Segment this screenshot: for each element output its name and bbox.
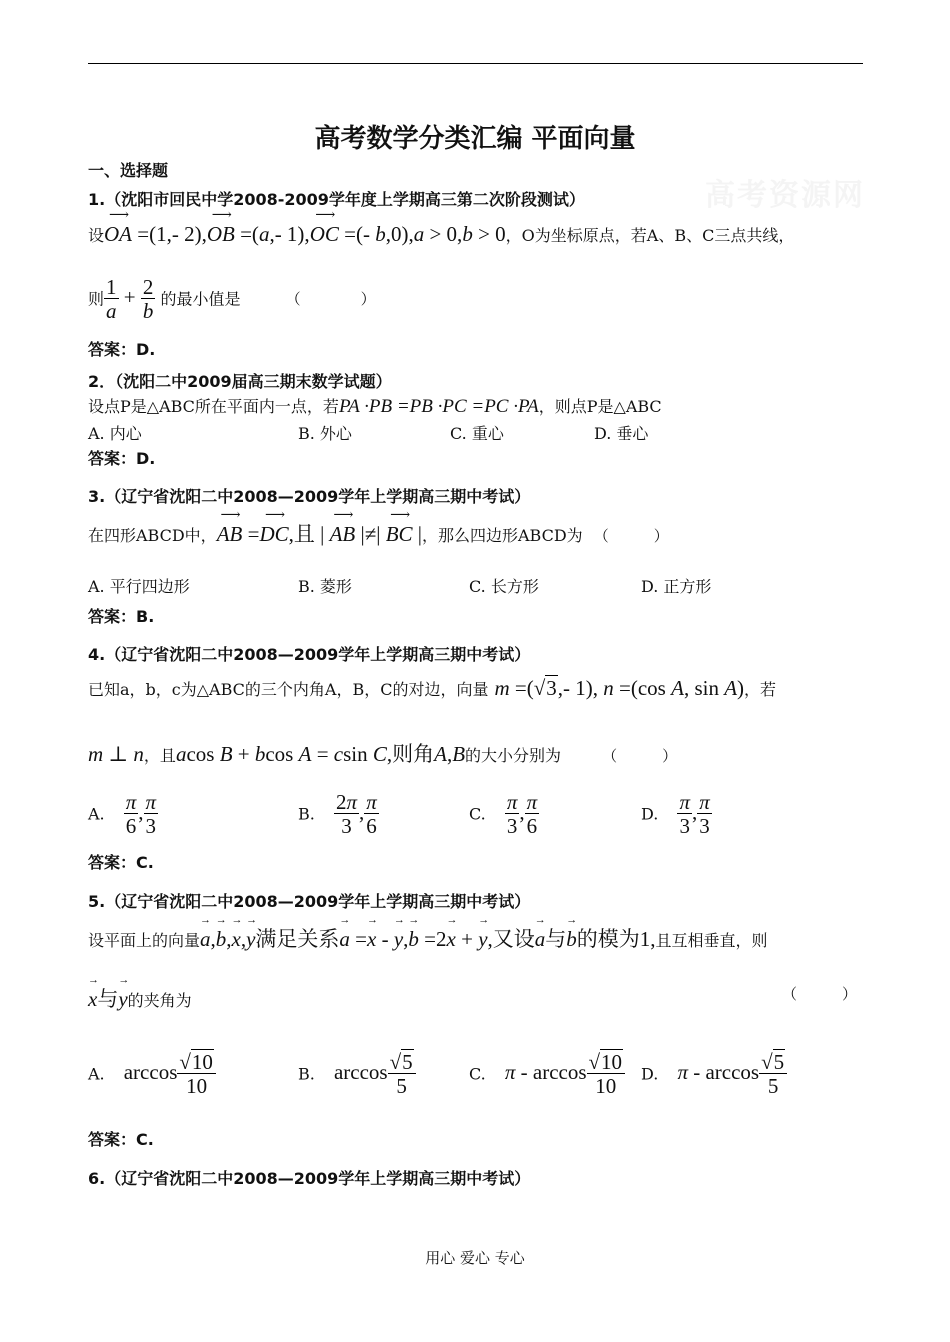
q1-line2: [88, 277, 376, 322]
q5-answer: 答案：C.: [88, 1130, 154, 1149]
page-title: 高考数学分类汇编 平面向量: [314, 124, 636, 154]
q2-option-b: B. 外心: [298, 424, 352, 443]
q3-option-c: C. 长方形: [469, 577, 539, 596]
q3-formula: ⟶ AB =⟶ DC,且 | ⟶ AB |≠| ⟶ BC |: [217, 522, 422, 546]
q1-source: 1.（沈阳市回民中学2008-2009学年度上学期高三第二次阶段测试）: [88, 190, 585, 209]
q3-option-d: D. 正方形: [641, 577, 712, 596]
q4-option-b: B. $\frac{2\pi}{3}$ , $\frac{\pi}{6}$: [298, 790, 377, 838]
q5-option-a: A. arccos $\frac{√10}{10}$: [88, 1052, 216, 1097]
q5-formula: → a,→ b,→ x,→ y满足关系→ a =→ x - → y,→ b =2→ x + → y,又设→ a与→ b的模为1,: [200, 927, 656, 951]
q2-formula: PA ·PB =PB ·PC =PC ·PA: [338, 396, 539, 417]
q3-text-b: ，那么四边形ABCD为: [422, 526, 583, 545]
q3-paren: （ ）: [593, 527, 669, 545]
q1-answer: 答案：D.: [88, 340, 156, 359]
q5-x-y: → x与→ y: [88, 987, 128, 1011]
q5-option-c: C. π - arccos $\frac{√10}{10}$: [469, 1052, 625, 1097]
q2-text-b: ，则点P是△ABC: [538, 397, 662, 416]
q5-text-b: 且互相垂直，则: [655, 931, 768, 950]
section-heading: 一、选择题: [88, 161, 169, 180]
q4-perp: m ⊥ n: [88, 742, 144, 766]
q2-option-c: C. 重心: [450, 424, 504, 443]
q2-source: 2．（沈阳二中2009届高三期末数学试题）: [88, 372, 392, 391]
q5-source: 5.（辽宁省沈阳二中2008—2009学年上学期高三期中考试）: [88, 892, 531, 911]
q5-line2: [88, 983, 192, 1013]
q4-text-a: 已知a，b，c为△ABC的三个内角A，B，C的对边，向量: [88, 680, 489, 699]
q4-paren: （ ）: [602, 747, 678, 765]
q1-paren: （ ）: [285, 290, 376, 309]
q4-text-b: ，若: [744, 680, 777, 699]
q4-option-a: A. $\frac{\pi}{6}$ , $\frac{\pi}{3}$: [88, 790, 157, 838]
q1-cond: ，O为坐标原点，若A、B、C三点共线，: [505, 226, 795, 245]
q2-line1: [88, 394, 662, 418]
q4-source: 4.（辽宁省沈阳二中2008—2009学年上学期高三期中考试）: [88, 645, 531, 664]
q3-option-b: B. 菱形: [298, 577, 352, 596]
q1-lead: 设: [88, 226, 105, 245]
q4-option-d: D. $\frac{\pi}{3}$ , $\frac{\pi}{3}$: [641, 790, 710, 838]
q5-option-d: D. π - arccos $\frac{√5}{5}$: [641, 1052, 787, 1097]
q1-fraction: $\frac{1}{a}$ + $\frac{2}{b}$: [106, 275, 154, 323]
q2-option-a: A. 内心: [88, 424, 142, 443]
q1-line1: [88, 222, 794, 247]
q5-line1: [88, 923, 768, 953]
q6-source: 6.（辽宁省沈阳二中2008—2009学年上学期高三期中考试）: [88, 1169, 531, 1188]
watermark: 高考资源网: [705, 178, 865, 213]
q1-line2-lead: 则: [88, 289, 105, 309]
q4-line2-mid: ，且: [143, 746, 176, 765]
q4-option-c: C. $\frac{\pi}{3}$ , $\frac{\pi}{6}$: [469, 790, 538, 838]
q1-line2-tail: 的最小值是: [160, 289, 241, 309]
q5-line2-tail: 的夹角为: [127, 991, 192, 1010]
page-footer: 用心 爱心 专心: [425, 1249, 525, 1267]
q4-line1: [88, 676, 776, 701]
q4-line2: [88, 738, 677, 768]
q4-answer: 答案：C.: [88, 853, 154, 872]
q3-option-a: A. 平行四边形: [88, 577, 190, 596]
q3-answer: 答案：B.: [88, 607, 155, 626]
q4-formula-cos: acos B + bcos A = csin C,则角A,B: [175, 742, 466, 766]
q3-text-a: 在四形ABCD中，: [88, 526, 217, 545]
q5-text-a: 设平面上的向量: [88, 931, 201, 950]
q4-line2-tail: 的大小分别为: [465, 746, 562, 765]
q2-answer: 答案：D.: [88, 449, 156, 468]
q4-formula-m-n: m =(√3,- 1), n =(cos A, sin A): [494, 676, 745, 700]
q5-paren: （ ）: [782, 985, 858, 1003]
q2-option-d: D. 垂心: [594, 424, 649, 443]
q3-source: 3.（辽宁省沈阳二中2008—2009学年上学期高三期中考试）: [88, 487, 531, 506]
q1-formula: ⟶ OA =(1,- 2),⟶ OB =(a,- 1),⟶ OC =(- b,0),a > 0,b > 0: [104, 222, 506, 246]
q2-text-a: 设点P是△ABC所在平面内一点，若: [88, 397, 339, 416]
q5-option-b: B. arccos $\frac{√5}{5}$: [298, 1052, 416, 1097]
header-rule: [88, 63, 863, 64]
q3-line1: [88, 518, 669, 548]
